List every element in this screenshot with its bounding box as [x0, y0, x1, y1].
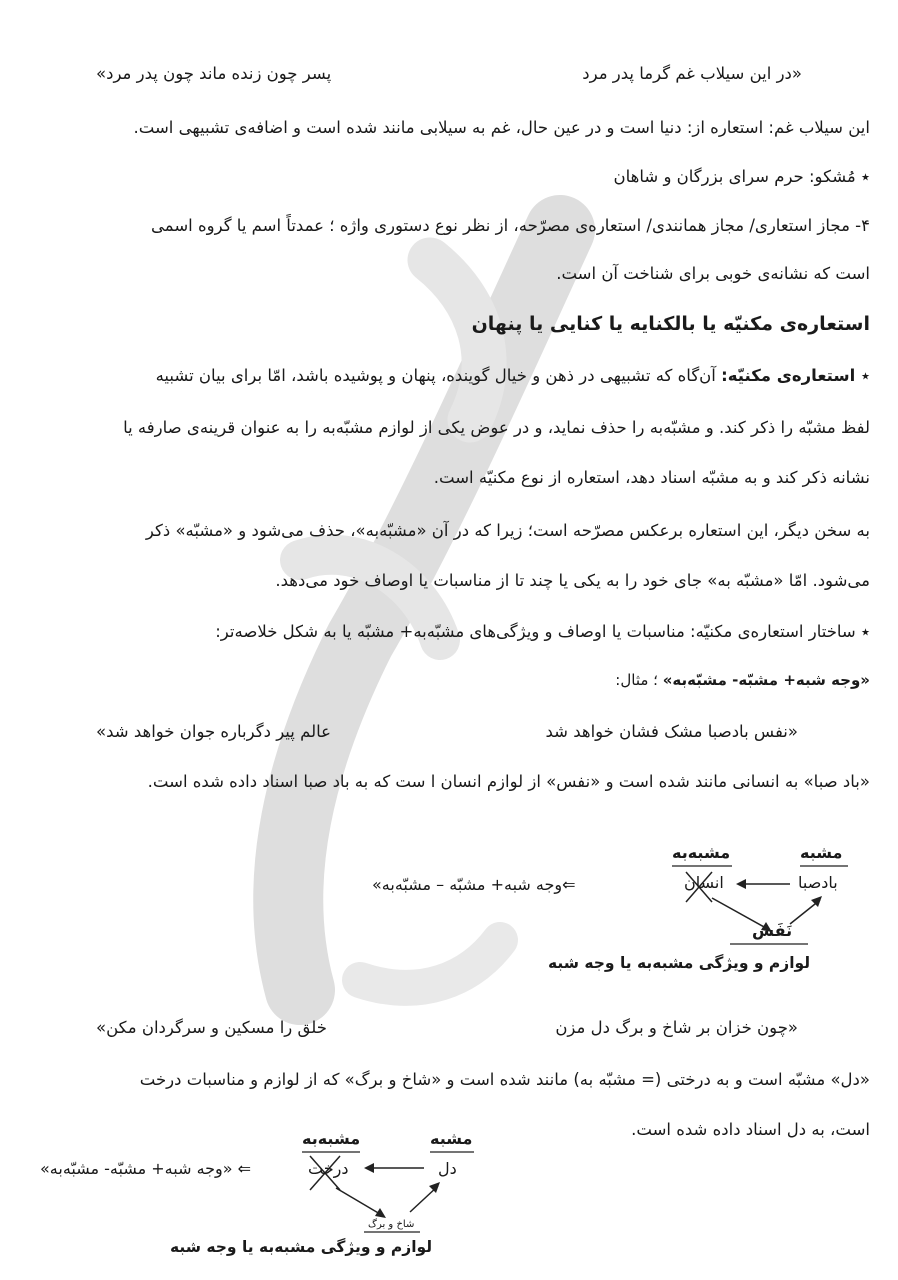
diagram1-header-mushabbah: مشبه [800, 843, 843, 862]
paragraph-6-line-1: «دل» مشبّه است و به درختی (= مشبّه به) مانند شده است و «شاخ و برگ» که از لوازم و مناسبات درخت [139, 1070, 870, 1089]
paragraph-6-line-2: است، به دل اسناد داده شده است. [631, 1120, 870, 1139]
diagram2-header-mushabbah: مشبه [430, 1129, 473, 1148]
paragraph-2: ٭ مُشکو: حرم سرای بزرگان و شاهان [613, 167, 870, 186]
paragraph-3-line-1: ۴- مجاز استعاری/ مجاز همانندی/ استعاره‌ی مصرّحه، از نظر نوع دستوری واژه ؛ عمدتاً اسم یا گروه اسمی [151, 216, 870, 235]
paragraph-5: «باد صبا» به انسانی مانند شده است و «نفس» از لوازم انسان ا ست که به باد صبا اسناد داده شده است. [147, 772, 870, 791]
diagram1-caption: لوازم و ویژگی مشبه‌به یا وجه شبه [548, 954, 811, 972]
structure-line: ٭ ساختار استعاره‌ی مکنیّه: مناسبات یا اوصاف و ویژگی‌های مشبّه‌به+ مشبّه یا به شکل خلاصه‌تر: [215, 622, 870, 641]
verse2-hemistich-1: «نفس بادصبا مشک فشان خواهد شد [545, 722, 798, 741]
formula-bold: «وجه شبه+ مشبّه- مشبّه‌به» [662, 671, 870, 689]
diagram1-formula: ⇐وجه شبه+ مشبّه – مشبّه‌به» [372, 875, 576, 894]
verse1-hemistich-1: «در این سیلاب غم گرما پدر مرد [582, 64, 802, 83]
diagram2-caption: لوازم و ویژگی مشبه‌به یا وجه شبه [170, 1238, 433, 1256]
diagram1-mushabbah: بادصبا [798, 873, 838, 892]
diagram2-arrow-to-trait [336, 1188, 380, 1214]
diagram2-arrow-from-trait-head [429, 1182, 440, 1193]
verse2-hemistich-2: عالم پیر دگرباره جوان خواهد شد» [96, 722, 331, 741]
verse3-hemistich-2: خلق را مسکین و سرگردان مکن» [96, 1018, 327, 1037]
definition-term: ٭ استعاره‌ی مکنیّه: [721, 366, 870, 385]
diagram2-mushabbahbih: درخت [308, 1159, 349, 1178]
verse3-hemistich-1: «چون خزان بر شاخ و برگ دل مزن [555, 1018, 798, 1037]
definition-line-2: لفظ مشبّه را ذکر کند. و مشبّه‌به را حذف نماید، و در عوض یکی از لوازم مشبّه‌به را به عنوان قرینه‌ی صارفه یا [123, 418, 870, 437]
diagram1-header-mushabbahbih: مشبه‌به [672, 843, 731, 862]
section-heading: استعاره‌ی مکنیّه یا بالکنایه یا کنایی یا پنهان [471, 313, 870, 335]
diagram1-mushabbahbih: انسان [684, 873, 724, 892]
paragraph-4-line-2: می‌شود. امّا «مشبّه به» جای خود را به یکی یا چند تا از مناسبات یا اوصاف خود می‌دهد. [275, 571, 870, 590]
definition-line-3: نشانه ذکر کند و به مشبّه اسناد دهد، استعاره از نوع مکنیّه است. [433, 468, 870, 487]
diagram2-header-mushabbahbih: مشبه‌به [302, 1129, 361, 1148]
paragraph-3-line-2: است که نشانه‌ی خوبی برای شناخت آن است. [556, 264, 870, 283]
verse1-hemistich-2: پسر چون زنده ماند چون پدر مرد» [96, 64, 332, 83]
diagram2-mushabbah: دل [438, 1159, 457, 1178]
diagram2-trait: شاخ و برگ [368, 1219, 415, 1230]
diagram2-formula: ⇐ «وجه شبه+ مشبّه- مشبّه‌به» [40, 1159, 252, 1178]
paragraph-1: این سیلاب غم: استعاره از: دنیا است و در عین حال، غم به سیلابی مانند شده است و اضافه‌ی تشبیهی است. [133, 118, 870, 137]
formula-rest: ؛ مثال: [615, 671, 663, 689]
diagram2-arrow-main-head [364, 1163, 374, 1173]
diagram1-trait: نَفَس [752, 921, 793, 940]
definition-text-1: آن‌گاه که تشبیهی در ذهن و خیال گوینده، پنهان و پوشیده باشد، امّا برای بیان تشبیه [155, 366, 722, 385]
paragraph-4-line-1: به سخن دیگر، این استعاره برعکس مصرّحه است؛ زیرا که در آن «مشبّه‌به»، حذف می‌شود و «مشبّه» ذکر [145, 521, 870, 540]
